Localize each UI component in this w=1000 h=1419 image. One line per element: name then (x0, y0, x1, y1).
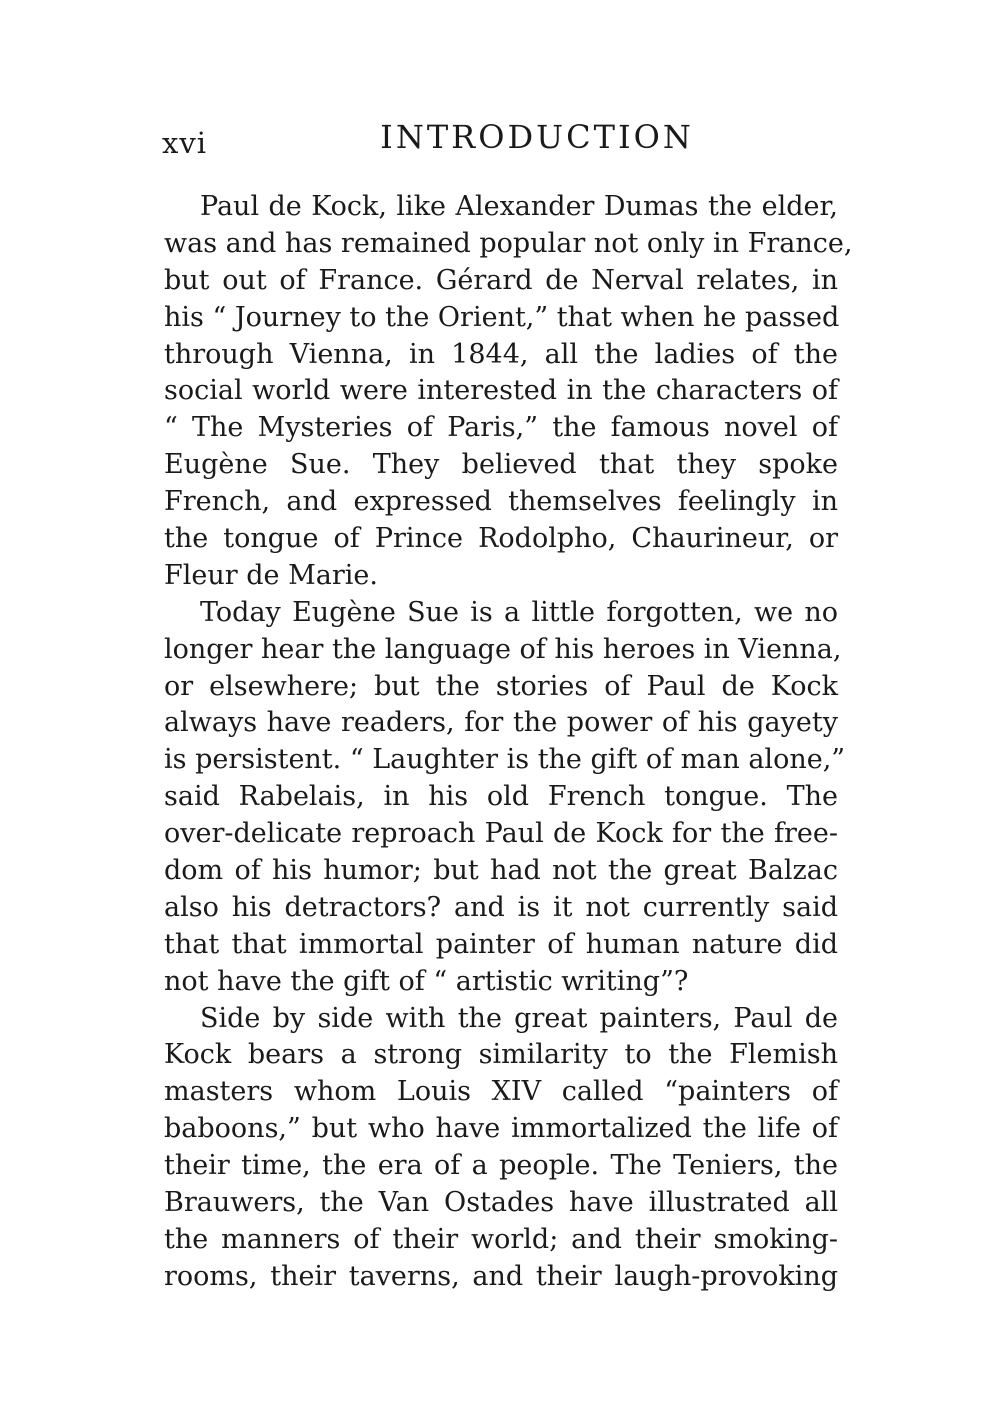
paragraph (164, 1001, 838, 1296)
text-line: Side by side with the great painters, Paul de (200, 1002, 838, 1034)
text-line: dom of his humor; but had not the great Balzac (164, 855, 838, 887)
text-line: said Rabelais, in his old French tongue. The (164, 781, 838, 813)
text-line: Today Eugène Sue is a little forgotten, we no (200, 596, 838, 628)
text-line: longer hear the language of his heroes in Vienna, (164, 633, 842, 665)
text-line: their time, the era of a people. The Teniers, the (164, 1150, 838, 1182)
text-line: French, and expressed themselves feelingly in (164, 486, 838, 518)
text-line: is persistent. “ Laughter is the gift of man alone,” (164, 744, 846, 776)
text-line: the manners of their world; and their smoking- (164, 1223, 838, 1255)
text-line: his “ Journey to the Orient,” that when he passed (164, 301, 840, 333)
text-line: baboons,” but who have immortalized the life of (164, 1113, 838, 1145)
paragraph (164, 595, 846, 1001)
text-line: Eugène Sue. They believed that they spoke (164, 449, 838, 481)
text-line: always have readers, for the power of his gayety (164, 707, 838, 739)
text-line: “ The Mysteries of Paris,” the famous novel of (164, 412, 838, 444)
text-line: was and has remained popular not only in France, (164, 227, 853, 259)
text-line: that that immortal painter of human nature did (164, 928, 838, 960)
text-line: but out of France. Gérard de Nerval relates, in (164, 264, 838, 296)
text-line: not have the gift of “ artistic writing”? (164, 965, 689, 997)
text-line: Paul de Kock, like Alexander Dumas the elder, (200, 191, 838, 222)
page-number: xvi (162, 126, 208, 160)
text-line: through Vienna, in 1844, all the ladies of the (164, 338, 838, 370)
text-line: rooms, their taverns, and their laugh-provoking (164, 1260, 838, 1292)
text-line: Brauwers, the Van Ostades have illustrated all (164, 1187, 838, 1219)
running-head: INTRODUCTION (380, 118, 694, 156)
text-line: social world were interested in the characters of (164, 375, 838, 407)
page-header (162, 112, 842, 162)
text-line: the tongue of Prince Rodolpho, Chaurineur, or (164, 523, 838, 555)
paragraph (164, 189, 853, 595)
body-text (164, 189, 853, 1296)
text-line: over-delicate reproach Paul de Kock for the free- (164, 818, 838, 850)
text-line: or elsewhere; but the stories of Paul de Kock (164, 670, 838, 702)
text-line: Kock bears a strong similarity to the Flemish (164, 1039, 838, 1071)
text-line: masters whom Louis XIV called “painters of (164, 1076, 838, 1108)
text-line: also his detractors? and is it not currently said (164, 891, 838, 923)
text-line: Fleur de Marie. (164, 559, 378, 591)
